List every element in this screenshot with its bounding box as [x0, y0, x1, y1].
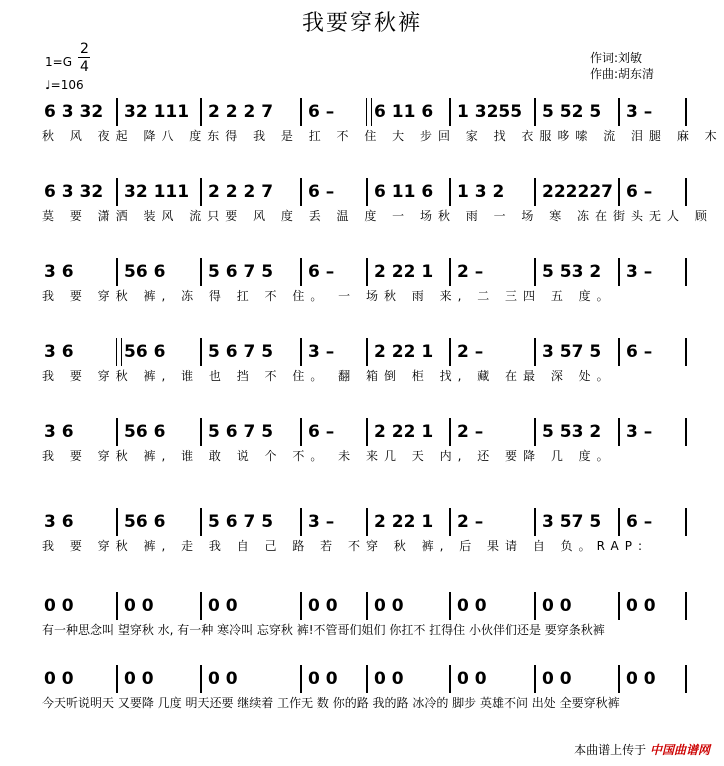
notation-line	[0, 508, 724, 536]
measure-notes: 3 –	[308, 512, 335, 532]
measure-notes: 6 –	[308, 102, 335, 122]
measure-notes: 0 0	[44, 596, 74, 616]
bar-line	[618, 338, 620, 366]
time-signature-line	[78, 57, 90, 58]
bar-line	[685, 592, 687, 620]
measure-notes: 6 –	[626, 512, 653, 532]
bar-line	[200, 508, 202, 536]
measure-notes: 0 0	[374, 596, 404, 616]
lyrics-text: 我 要 穿秋 裤, 走 我 自 己 路 若 不穿 秋 裤, 后 果请 自 负。RAP:	[42, 539, 649, 553]
measure-notes: 0 0	[124, 596, 154, 616]
measure-notes: 6 –	[308, 182, 335, 202]
measure-notes: 3 6	[44, 262, 74, 282]
footer	[574, 741, 710, 758]
song-title: 我要穿秋裤	[301, 11, 422, 36]
bar-line	[449, 338, 451, 366]
score-row	[0, 258, 724, 328]
measure-notes: 0 0	[208, 596, 238, 616]
measure-notes: 0 0	[124, 669, 154, 689]
lyrics-text: 有一种思念叫 望穿秋 水, 有一种 寒冷叫 忘穿秋 裤!不管哥们姐们 你扛不 扛得住 小伙伴们还是 要穿条秋裤	[42, 623, 605, 637]
measure-notes: 2 22 1	[374, 342, 434, 362]
lyrics-line	[0, 367, 724, 387]
measure-notes: 6 3 32	[44, 102, 104, 122]
measure-notes: 6 –	[626, 182, 653, 202]
bar-line	[116, 338, 122, 366]
bar-line	[300, 592, 302, 620]
lyricist: 作词:刘敏	[590, 51, 643, 65]
score-row	[0, 178, 724, 248]
bar-line	[116, 508, 118, 536]
bar-line	[618, 592, 620, 620]
measure-notes: 0 0	[208, 669, 238, 689]
bar-line	[200, 418, 202, 446]
measure-notes: 3 57 5	[542, 342, 602, 362]
measure-notes: 5 6 7 5	[208, 342, 274, 362]
lyrics-line	[0, 537, 724, 557]
measure-notes: 3 6	[44, 422, 74, 442]
bar-line	[300, 418, 302, 446]
measure-notes: 222227	[542, 182, 613, 202]
measure-notes: 0 0	[374, 669, 404, 689]
measure-notes: 0 0	[308, 596, 338, 616]
bar-line	[116, 98, 118, 126]
bar-line	[618, 258, 620, 286]
measure-notes: 0 0	[626, 596, 656, 616]
measure-notes: 0 0	[308, 669, 338, 689]
bar-line	[685, 508, 687, 536]
bar-line	[200, 98, 202, 126]
measure-notes: 56 6	[124, 422, 166, 442]
lyrics-line	[0, 127, 724, 147]
measure-notes: 2 22 1	[374, 422, 434, 442]
lyrics-text: 我 要 穿秋 裤, 谁 敢 说 个 不。 未 来几 天 内, 还 要降 几 度。	[42, 449, 615, 463]
measure-notes: 5 53 2	[542, 262, 602, 282]
bar-line	[449, 592, 451, 620]
bar-line	[116, 418, 118, 446]
measure-notes: 0 0	[457, 596, 487, 616]
lyrics-text: 我 要 穿秋 裤, 谁 也 挡 不 住。 翻 箱倒 柜 找, 藏 在最 深 处。	[42, 369, 615, 383]
measure-notes: 6 –	[626, 342, 653, 362]
notation-line	[0, 418, 724, 446]
bar-line	[200, 665, 202, 693]
bar-line	[200, 338, 202, 366]
measure-notes: 2 22 1	[374, 262, 434, 282]
measure-notes: 56 6	[124, 512, 166, 532]
measure-notes: 3 –	[626, 422, 653, 442]
measure-notes: 6 –	[308, 262, 335, 282]
bar-line	[366, 418, 368, 446]
measure-notes: 2 2 2 7	[208, 182, 274, 202]
measure-notes: 2 22 1	[374, 512, 434, 532]
bar-line	[685, 338, 687, 366]
bar-line	[534, 592, 536, 620]
site-logo: 中国曲谱网	[649, 743, 710, 757]
score-row	[0, 418, 724, 488]
bar-line	[300, 98, 302, 126]
measure-notes: 2 –	[457, 422, 484, 442]
lyrics-line	[0, 447, 724, 467]
bar-line	[200, 592, 202, 620]
measure-notes: 2 2 2 7	[208, 102, 274, 122]
score-row	[0, 665, 724, 735]
measure-notes: 6 11 6	[374, 182, 434, 202]
measure-notes: 5 53 2	[542, 422, 602, 442]
measure-notes: 6 –	[308, 422, 335, 442]
bar-line	[534, 418, 536, 446]
bar-line	[300, 665, 302, 693]
lyrics-text: 今天听说明天 又要降 几度 明天还要 继续着 工作无 数 你的路 我的路 冰冷的 脚步 英雄不问 出处 全要穿秋裤	[42, 696, 620, 710]
bar-line	[366, 338, 368, 366]
bar-line	[116, 665, 118, 693]
bar-line	[200, 258, 202, 286]
bar-line	[300, 258, 302, 286]
bar-line	[116, 592, 118, 620]
notation-line	[0, 258, 724, 286]
lyrics-text: 秋 风 夜起 降八 度东得 我 是 扛 不 住 大 步回 家 找 衣服哆嗦 流 泪腿 麻 木	[42, 129, 723, 143]
time-signature-top: 2	[80, 41, 89, 57]
measure-notes: 3 57 5	[542, 512, 602, 532]
bar-line	[618, 665, 620, 693]
composer: 作曲:胡东清	[590, 67, 655, 81]
time-signature-bottom: 4	[80, 59, 89, 75]
bar-line	[116, 178, 118, 206]
bar-line	[534, 258, 536, 286]
measure-notes: 0 0	[457, 669, 487, 689]
bar-line	[200, 178, 202, 206]
measure-notes: 3 –	[308, 342, 335, 362]
measure-notes: 2 –	[457, 342, 484, 362]
bar-line	[366, 178, 368, 206]
bar-line	[618, 418, 620, 446]
credits	[590, 50, 654, 82]
bar-line	[116, 258, 118, 286]
notation-line	[0, 592, 724, 620]
bar-line	[685, 178, 687, 206]
bar-line	[366, 665, 368, 693]
bar-line	[449, 665, 451, 693]
measure-notes: 56 6	[124, 262, 166, 282]
measure-notes: 3 6	[44, 512, 74, 532]
bar-line	[534, 338, 536, 366]
measure-notes: 3 6	[44, 342, 74, 362]
bar-line	[534, 665, 536, 693]
notation-line	[0, 178, 724, 206]
bar-line	[366, 592, 368, 620]
key-signature: 1=G	[45, 55, 72, 69]
bar-line	[449, 418, 451, 446]
measure-notes: 6 3 32	[44, 182, 104, 202]
measure-notes: 5 52 5	[542, 102, 602, 122]
bar-line	[300, 508, 302, 536]
bar-line	[300, 338, 302, 366]
measure-notes: 0 0	[542, 669, 572, 689]
bar-line	[618, 98, 620, 126]
tempo-marking: ♩=106	[45, 78, 84, 92]
bar-line	[534, 178, 536, 206]
bar-line	[449, 98, 451, 126]
measure-notes: 56 6	[124, 342, 166, 362]
bar-line	[534, 98, 536, 126]
measure-notes: 0 0	[542, 596, 572, 616]
notation-line	[0, 665, 724, 693]
score-row	[0, 508, 724, 578]
bar-line	[449, 178, 451, 206]
lyrics-line	[0, 207, 724, 227]
score-row	[0, 338, 724, 408]
measure-notes: 0 0	[44, 669, 74, 689]
lyrics-text: 我 要 穿秋 裤, 冻 得 扛 不 住。 一 场秋 雨 来, 二 三四 五 度。	[42, 289, 615, 303]
bar-line	[685, 98, 687, 126]
measure-notes: 1 3255	[457, 102, 523, 122]
bar-line	[366, 258, 368, 286]
measure-notes: 3 –	[626, 102, 653, 122]
score-row	[0, 98, 724, 168]
bar-line	[366, 508, 368, 536]
bar-line	[685, 258, 687, 286]
lyrics-line	[0, 694, 724, 714]
bar-line	[534, 508, 536, 536]
bar-line	[685, 418, 687, 446]
measure-notes: 1 3 2	[457, 182, 505, 202]
measure-notes: 5 6 7 5	[208, 422, 274, 442]
notation-line	[0, 338, 724, 366]
measure-notes: 5 6 7 5	[208, 512, 274, 532]
notation-line	[0, 98, 724, 126]
bar-line	[685, 665, 687, 693]
bar-line	[366, 98, 372, 126]
measure-notes: 32 111	[124, 102, 190, 122]
measure-notes: 5 6 7 5	[208, 262, 274, 282]
score-row	[0, 592, 724, 662]
bar-line	[300, 178, 302, 206]
footer-text: 本曲谱上传于	[574, 743, 647, 757]
measure-notes: 2 –	[457, 512, 484, 532]
lyrics-text: 莫 要 潇洒 装风 流只要 风 度 丢 温 度 一 场秋 雨 一 场 寒 冻在街头无人 顾	[42, 209, 713, 223]
bar-line	[618, 508, 620, 536]
measure-notes: 3 –	[626, 262, 653, 282]
bar-line	[618, 178, 620, 206]
lyrics-line	[0, 287, 724, 307]
bar-line	[449, 258, 451, 286]
measure-notes: 6 11 6	[374, 102, 434, 122]
measure-notes: 32 111	[124, 182, 190, 202]
bar-line	[449, 508, 451, 536]
measure-notes: 2 –	[457, 262, 484, 282]
lyrics-line	[0, 621, 724, 641]
measure-notes: 0 0	[626, 669, 656, 689]
